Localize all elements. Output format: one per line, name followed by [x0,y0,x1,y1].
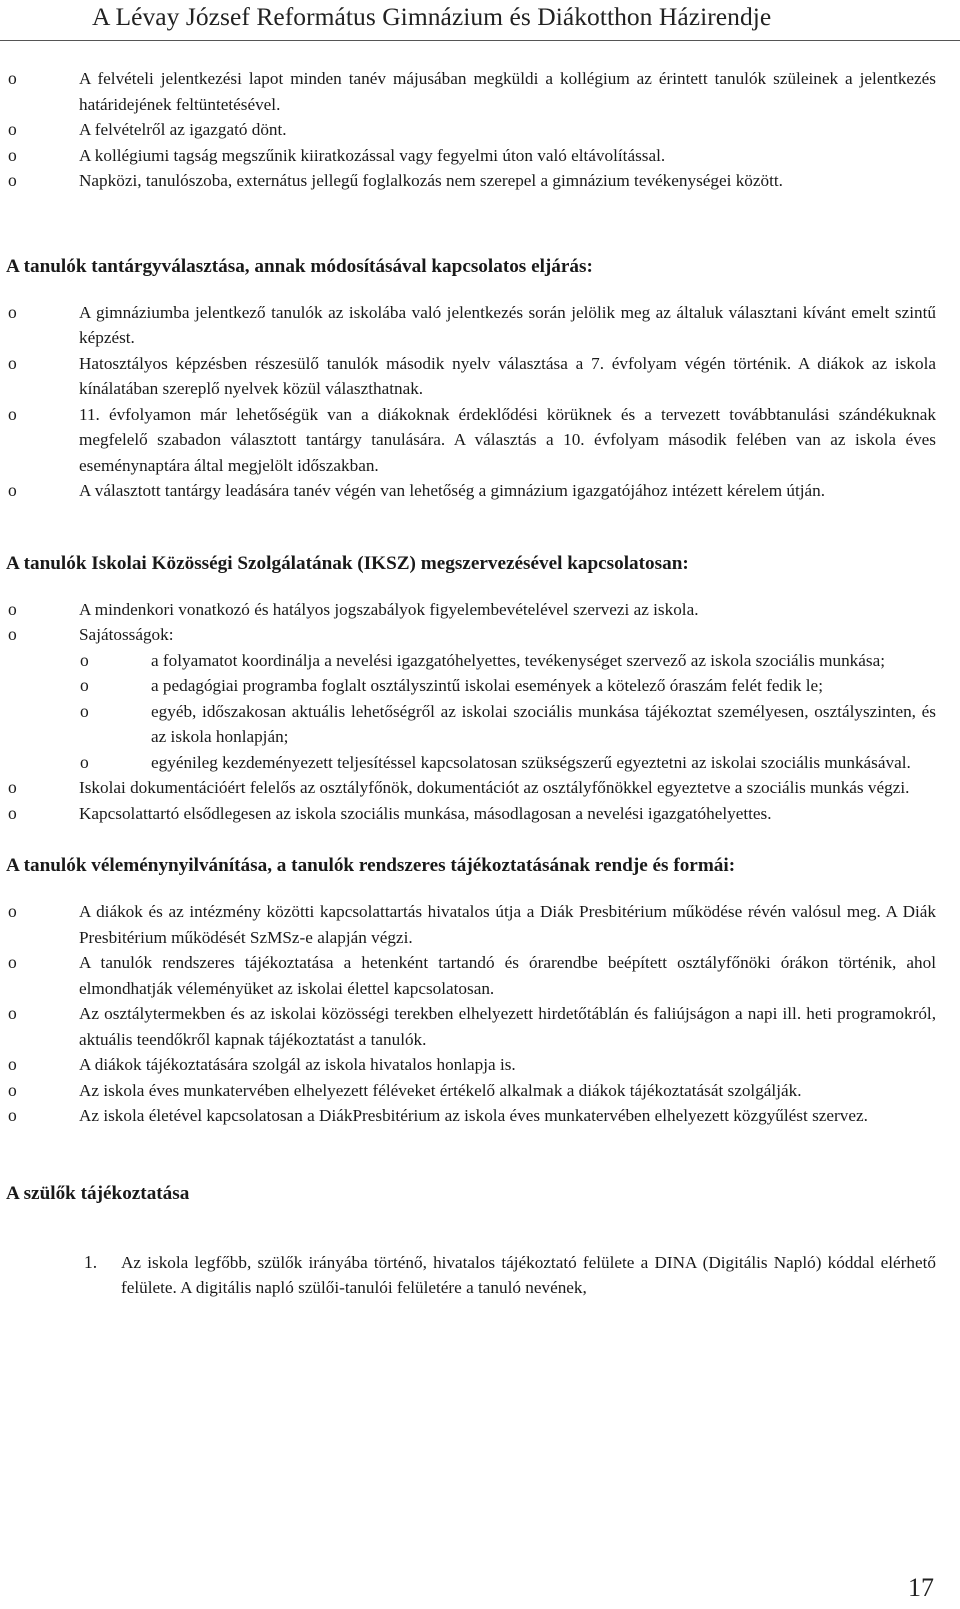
numbered-list-item: 1. Az iskola legfőbb, szülők irányába történő, hivatalos tájékoztató felülete a DINA (Digitális Napló) kóddal elérhető felülete. A digitális napló szülői-tanulói felületére a tanuló nevének, [84,1251,936,1297]
bullet-icon: o [8,777,17,797]
list-item: o Az iskola éves munkatervében elhelyezett féléveket értékelő alkalmak a diákok tájékoztatását szolgálják. [6,1078,936,1104]
bullet-icon: o [8,1105,17,1125]
iksz-sublist [6,648,936,776]
list-item: o Hatosztályos képzésben részesülő tanulók második nyelv választása a 7. évfolyam végén történik. A diákok az iskola kínálatában szereplő nyelvek közül választhatnak. [8,352,936,398]
list-item: o A mindenkori vonatkozó és hatályos jogszabályok figyelembevételével szervezi az iskola. [6,597,936,623]
bullet-icon: o [8,119,17,139]
section-heading-opinion: A tanulók véleménynyilvánítása, a tanulók rendszeres tájékoztatásának rendje és formái: [6,855,736,876]
bullet-icon: o [8,1003,17,1023]
list-item: o A felvételről az igazgató dönt. [6,117,936,143]
list-item: o Az iskola életével kapcsolatosan a DiákPresbitérium az iskola éves munkatervében elhelyezett közgyűlést szervez. [6,1103,936,1129]
sub-list-item: o egyénileg kezdeményezett teljesítéssel kapcsolatosan szükségszerű egyeztetni az iskolai szociális munkásával. [6,750,936,776]
bullet-icon: o [8,624,17,644]
list-number: 1. [84,1251,98,1272]
list-item: o A felvételi jelentkezési lapot minden tanév májusában megküldi a kollégium az érintett tanulók szüleinek a jelentkezés határidejének feltüntetésével. [8,68,936,114]
list-item: o A diákok és az intézmény közötti kapcsolattartás hivatalos útja a Diák Presbitérium működése révén valósul meg. A Diák Presbitérium működését SzMSz-e alapján végzi. [8,901,936,947]
bullet-icon: o [80,751,89,772]
bullet-icon: o [8,901,17,921]
bullet-icon: o [8,952,17,972]
bullet-icon: o [8,802,17,823]
sub-list-item: o egyéb, időszakosan aktuális lehetőségről az iskolai szociális munkása tájékoztat személyesen, osztályszinten, és az iskola honlapján; [80,700,936,746]
bullet-icon: o [80,649,89,670]
list-item: o A diákok tájékoztatására szolgál az iskola hivatalos honlapja is. [6,1052,936,1078]
bullet-icon: o [8,301,17,322]
bullet-icon: o [8,170,17,190]
page-number: 17 [908,1573,934,1602]
list-item: o Az osztálytermekben és az iskolai közösségi terekben elhelyezett hirdetőtáblán és faliújságon a napi ill. heti programokról, aktuális teendőkről kapnak tájékoztatást a tanulók. [8,1003,936,1049]
list-item: o A kollégiumi tagság megszűnik kiiratkozással vagy fegyelmi úton való eltávolítással. [6,143,936,169]
sub-list-item: o a pedagógiai programba foglalt osztályszintű iskolai események a kötelező óraszám felét fedik le; [6,673,936,699]
subject-choice-list [6,300,936,504]
list-item: o Napközi, tanulószoba, externátus jellegű foglalkozás nem szerepel a gimnázium tevékenységei között. [6,168,936,194]
intro-list [6,66,936,194]
bullet-icon: o [80,700,89,721]
list-item: o A tanulók rendszeres tájékoztatása a hetenként tartandó és órarendbe beépített osztályfőnöki órákon történik, ahol elmondhatják véleményüket az iskolai élettel kapcsolatosan. [8,952,936,998]
bullet-icon: o [8,1054,17,1074]
page-header [0,0,960,41]
bullet-icon: o [8,598,17,619]
bullet-icon: o [8,352,17,373]
bullet-icon: o [8,144,17,165]
bullet-icon: o [80,675,89,695]
bullet-icon: o [8,1079,17,1100]
list-item: o Iskolai dokumentációért felelős az osztályfőnök, dokumentációt az osztályfőnökkel egyeztetve a szociális munkás végzi. [6,775,936,801]
bullet-icon: o [8,68,17,88]
sub-list-item: o a folyamatot koordinálja a nevelési igazgatóhelyettes, tevékenységet szervező az iskola szociális munkása; [6,648,936,674]
section-heading-subject-choice: A tanulók tantárgyválasztása, annak módosításával kapcsolatos eljárás: [6,255,593,277]
list-item: o 11. évfolyamon már lehetőségük van a diákoknak érdeklődési körüknek és a tervezett továbbtanulási szándékuknak megfelelő szabadon választott tantárgy tanulására. A választás a 10. évfolyam második felében van az iskola éves eseménynaptára által megjelölt időszakban. [8,403,936,475]
bullet-icon: o [8,480,17,500]
section-heading-iksz: A tanulók Iskolai Közösségi Szolgálatának (IKSZ) megszervezésével kapcsolatosan: [6,552,689,574]
list-item: o Sajátosságok: [6,622,936,648]
section-heading-parents: A szülők tájékoztatása [6,1182,190,1204]
document-title: A Lévay József Református Gimnázium és Diákotthon Házirendje [92,2,772,31]
iksz-list [6,597,936,827]
document-body [6,66,936,1301]
bullet-icon: o [8,403,17,424]
list-item: o A választott tantárgy leadására tanév végén van lehetőség a gimnázium igazgatójához intézett kérelem útján. [6,478,936,504]
list-item: o A gimnáziumba jelentkező tanulók az iskolába való jelentkezés során jelölik meg az általuk választani kívánt emelt szintű képzést. [8,301,936,347]
list-item: o Kapcsolattartó elsődlegesen az iskola szociális munkása, másodlagosan a nevelési igazgatóhelyettes. [6,801,936,827]
opinion-list [6,899,936,1129]
parents-list [6,1250,936,1301]
